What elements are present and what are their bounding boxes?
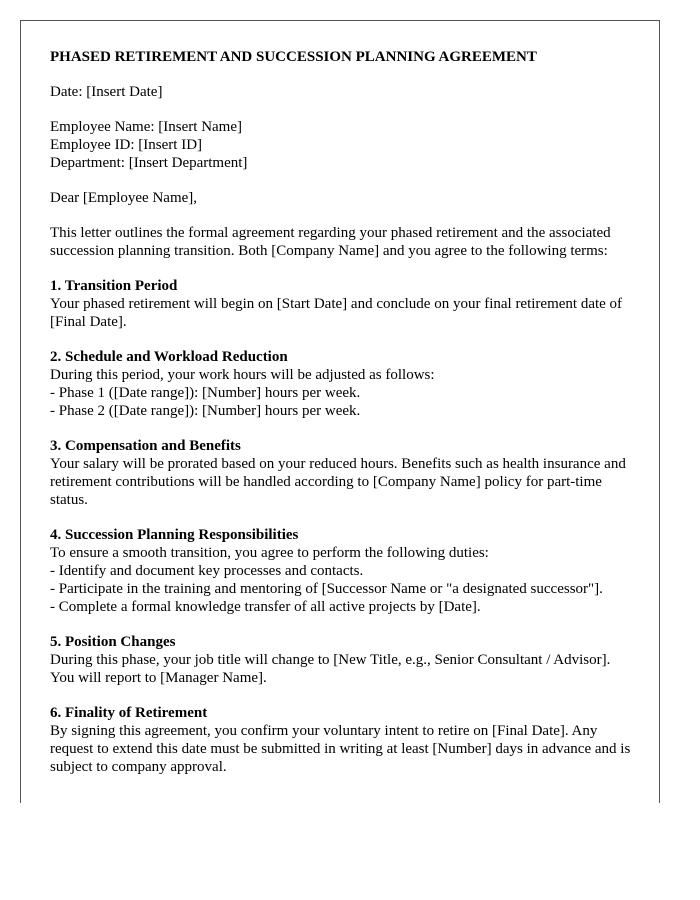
section-heading: 1. Transition Period [50, 278, 178, 294]
document-title: PHASED RETIREMENT AND SUCCESSION PLANNING AGREEMENT [50, 49, 537, 65]
document-body [50, 48, 635, 793]
section-compensation [50, 437, 635, 509]
employee-info [50, 118, 635, 172]
salutation: Dear [Employee Name], [50, 190, 198, 206]
section-line: Your salary will be prorated based on your reduced hours. Benefits such as health insurance and retirement contributions will be handled according to [Company Name] policy for part-time status. [50, 456, 626, 508]
intro-paragraph: This letter outlines the formal agreement regarding your phased retirement and the associated succession planning transition. Both [Company Name] and you agree to the following terms: [50, 225, 611, 259]
department-line: Department: [Insert Department] [50, 155, 248, 171]
section-succession [50, 526, 635, 616]
section-transition-period [50, 277, 635, 331]
section-heading: 2. Schedule and Workload Reduction [50, 349, 288, 365]
section-line: Your phased retirement will begin on [Start Date] and conclude on your final retirement date of [Final Date]. [50, 296, 623, 330]
section-heading: 4. Succession Planning Responsibilities [50, 527, 299, 543]
section-line: During this phase, your job title will change to [New Title, e.g., Senior Consultant / Advisor]. You will report to [Manager Name]. [50, 652, 611, 686]
employee-id-line: Employee ID: [Insert ID] [50, 137, 203, 153]
section-line: By signing this agreement, you confirm your voluntary intent to retire on [Final Date]. Any request to extend this date must be submitted in writing at least [Number] days in advance and is subject to company approval. [50, 723, 631, 775]
section-finality [50, 704, 635, 776]
section-heading: 5. Position Changes [50, 634, 176, 650]
section-line: - Phase 2 ([Date range]): [Number] hours per week. [50, 403, 361, 419]
section-position-changes [50, 633, 635, 687]
date-line: Date: [Insert Date] [50, 84, 163, 100]
section-line: - Identify and document key processes and contacts. [50, 563, 364, 579]
section-heading: 3. Compensation and Benefits [50, 438, 241, 454]
section-line: - Complete a formal knowledge transfer of all active projects by [Date]. [50, 599, 481, 615]
section-schedule [50, 348, 635, 420]
document-page [20, 20, 660, 803]
employee-name-line: Employee Name: [Insert Name] [50, 119, 243, 135]
section-line: - Phase 1 ([Date range]): [Number] hours per week. [50, 385, 361, 401]
section-line: - Participate in the training and mentoring of [Successor Name or "a designated successor"]. [50, 581, 603, 597]
section-line: To ensure a smooth transition, you agree to perform the following duties: [50, 545, 489, 561]
section-heading: 6. Finality of Retirement [50, 705, 208, 721]
section-line: During this period, your work hours will be adjusted as follows: [50, 367, 435, 383]
